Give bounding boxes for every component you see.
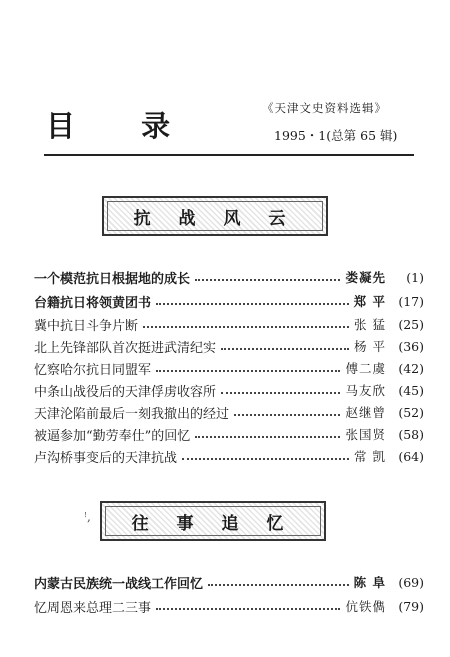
toc-entry-author: 傅二虞 — [345, 361, 386, 376]
issue-info: 1995・1(总第 65 辑) — [274, 128, 398, 143]
toc-entry-author: 张 猛 — [354, 317, 386, 332]
toc-entry-title: 冀中抗日斗争片断 — [34, 318, 139, 334]
toc-entry[interactable] — [34, 401, 424, 423]
toc-entry[interactable] — [34, 379, 424, 401]
toc-entry-author: 赵继曾 — [345, 405, 386, 420]
toc-entry-page: (25) — [398, 316, 424, 332]
toc-entry-title: 一个模范抗日根据地的成长 — [34, 271, 191, 287]
leader-dots — [221, 392, 340, 394]
section-heading: 抗 战 风 云 — [133, 208, 297, 229]
toc-entry[interactable] — [34, 571, 424, 593]
toc-entry[interactable] — [34, 423, 424, 445]
leader-dots — [156, 303, 349, 305]
toc-entry-title: 忆周恩来总理二三事 — [34, 600, 152, 616]
toc-entry-author: 陈 阜 — [353, 575, 386, 590]
toc-entry-author: 郑 平 — [353, 294, 386, 309]
toc-entry-page: (79) — [398, 598, 424, 614]
toc-entry-page: (64) — [398, 448, 424, 464]
leader-dots — [221, 348, 349, 350]
toc-entry-page: (52) — [398, 404, 424, 420]
toc-entry-title: 中条山战役后的天津俘虏收容所 — [34, 384, 217, 400]
leader-dots — [156, 608, 340, 610]
leader-dots — [195, 279, 340, 281]
toc-entry-author: 马友欣 — [345, 383, 386, 398]
toc-entry-page: (69) — [398, 574, 424, 590]
toc-entry-title: 台籍抗日将领黄团书 — [34, 295, 152, 311]
toc-entry-page: (17) — [398, 293, 424, 309]
toc-entry-page: (36) — [398, 338, 424, 354]
leader-dots — [234, 414, 340, 416]
toc-entry-author: 常 凯 — [354, 449, 386, 464]
toc-entry-title: 内蒙古民族统一战线工作回忆 — [34, 576, 204, 592]
leader-dots — [156, 370, 340, 372]
toc-entry-author: 张国贤 — [345, 427, 386, 442]
title-divider — [44, 154, 414, 156]
pen-mark: ꜝ, — [84, 510, 91, 524]
section-banner-war — [102, 196, 328, 236]
leader-dots — [182, 458, 349, 460]
toc-entry-title: 忆察哈尔抗日同盟军 — [34, 362, 152, 378]
toc-entry[interactable] — [34, 313, 424, 335]
toc-entry[interactable] — [34, 357, 424, 379]
toc-entry[interactable] — [34, 595, 424, 617]
series-title: 《天津文史资料选辑》 — [262, 101, 387, 115]
leader-dots — [143, 326, 349, 328]
toc-entry-author: 娄凝先 — [345, 270, 386, 285]
page-title: 目 录 — [46, 109, 199, 143]
toc-entry-title: 天津沦陷前最后一刻我撤出的经过 — [34, 406, 230, 422]
toc-entry[interactable] — [34, 290, 424, 312]
toc-entry-page: (42) — [398, 360, 424, 376]
toc-entry-page: (45) — [398, 382, 424, 398]
toc-entry-title: 被逼参加“勤劳奉仕”的回忆 — [34, 428, 191, 444]
toc-entry-author: 伉铁儁 — [345, 599, 386, 614]
section-heading: 往 事 追 忆 — [131, 513, 295, 534]
toc-entry[interactable] — [34, 335, 424, 357]
toc-entry-page: (1) — [406, 269, 424, 285]
leader-dots — [195, 436, 340, 438]
toc-entry-author: 杨 平 — [354, 339, 386, 354]
leader-dots — [208, 584, 349, 586]
toc-entry-title: 北上先锋部队首次挺进武清纪实 — [34, 340, 217, 356]
toc-entry[interactable] — [34, 266, 424, 288]
section-banner-memoirs — [100, 501, 326, 541]
toc-entry-page: (58) — [398, 426, 424, 442]
toc-entry-title: 卢沟桥事变后的天津抗战 — [34, 450, 178, 466]
toc-entry[interactable] — [34, 445, 424, 467]
